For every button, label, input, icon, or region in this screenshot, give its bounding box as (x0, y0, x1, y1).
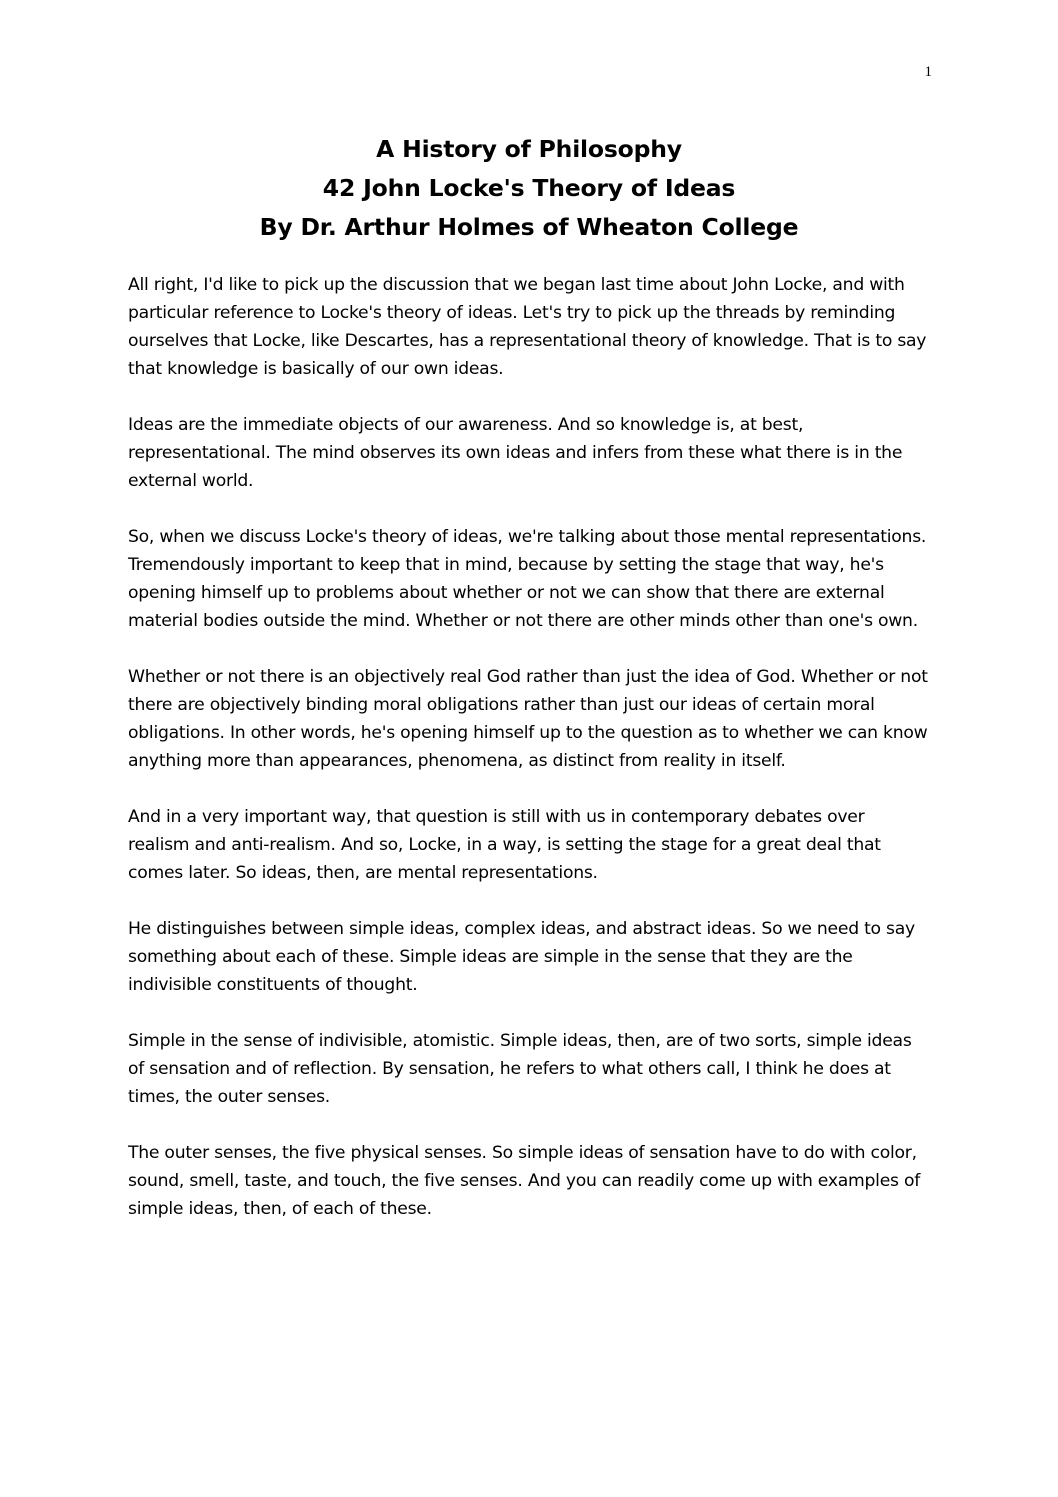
paragraph: Ideas are the immediate objects of our awareness. And so knowledge is, at best, representational. The mind observes its own ideas and infers from these what there is in the external world. (128, 415, 903, 491)
document-title (0, 130, 1058, 247)
page-number: 1 (924, 64, 932, 80)
author-line: By Dr. Arthur Holmes of Wheaton College (259, 213, 799, 241)
paragraph: And in a very important way, that question is still with us in contemporary debates over realism and anti-realism. And so, Locke, in a way, is setting the stage for a great deal that comes later. So ideas, then, are mental representations. (128, 807, 881, 883)
paragraph: So, when we discuss Locke's theory of ideas, we're talking about those mental representations. Tremendously important to keep that in mind, because by setting the stage that way, he's opening himself up to problems about whether or not we can show that there are external material bodies outside the mind. Whether or not there are other minds other than one's own. (128, 527, 927, 631)
paragraph: Simple in the sense of indivisible, atomistic. Simple ideas, then, are of two sorts, simple ideas of sensation and of reflection. By sensation, he refers to what others call, I think he does at times, the outer senses. (128, 1031, 912, 1107)
series-title: A History of Philosophy (376, 135, 682, 163)
paragraph: The outer senses, the five physical senses. So simple ideas of sensation have to do with color, sound, smell, taste, and touch, the five senses. And you can readily come up with examples of simple ideas, then, of each of these. (128, 1143, 921, 1219)
lecture-title: 42 John Locke's Theory of Ideas (322, 174, 736, 202)
transcript-body (128, 271, 930, 1223)
paragraph: Whether or not there is an objectively real God rather than just the idea of God. Whether or not there are objectively binding moral obligations rather than just our ideas of certain moral obligations. In other words, he's opening himself up to the question as to whether we can know anything more than appearances, phenomena, as distinct from reality in itself. (128, 667, 928, 771)
paragraph: He distinguishes between simple ideas, complex ideas, and abstract ideas. So we need to say something about each of these. Simple ideas are simple in the sense that they are the indivisible constituents of thought. (128, 919, 915, 995)
paragraph: All right, I'd like to pick up the discussion that we began last time about John Locke, and with particular reference to Locke's theory of ideas. Let's try to pick up the threads by reminding ourselves that Locke, like Descartes, has a representational theory of knowledge. That is to say that knowledge is basically of our own ideas. (128, 275, 927, 379)
